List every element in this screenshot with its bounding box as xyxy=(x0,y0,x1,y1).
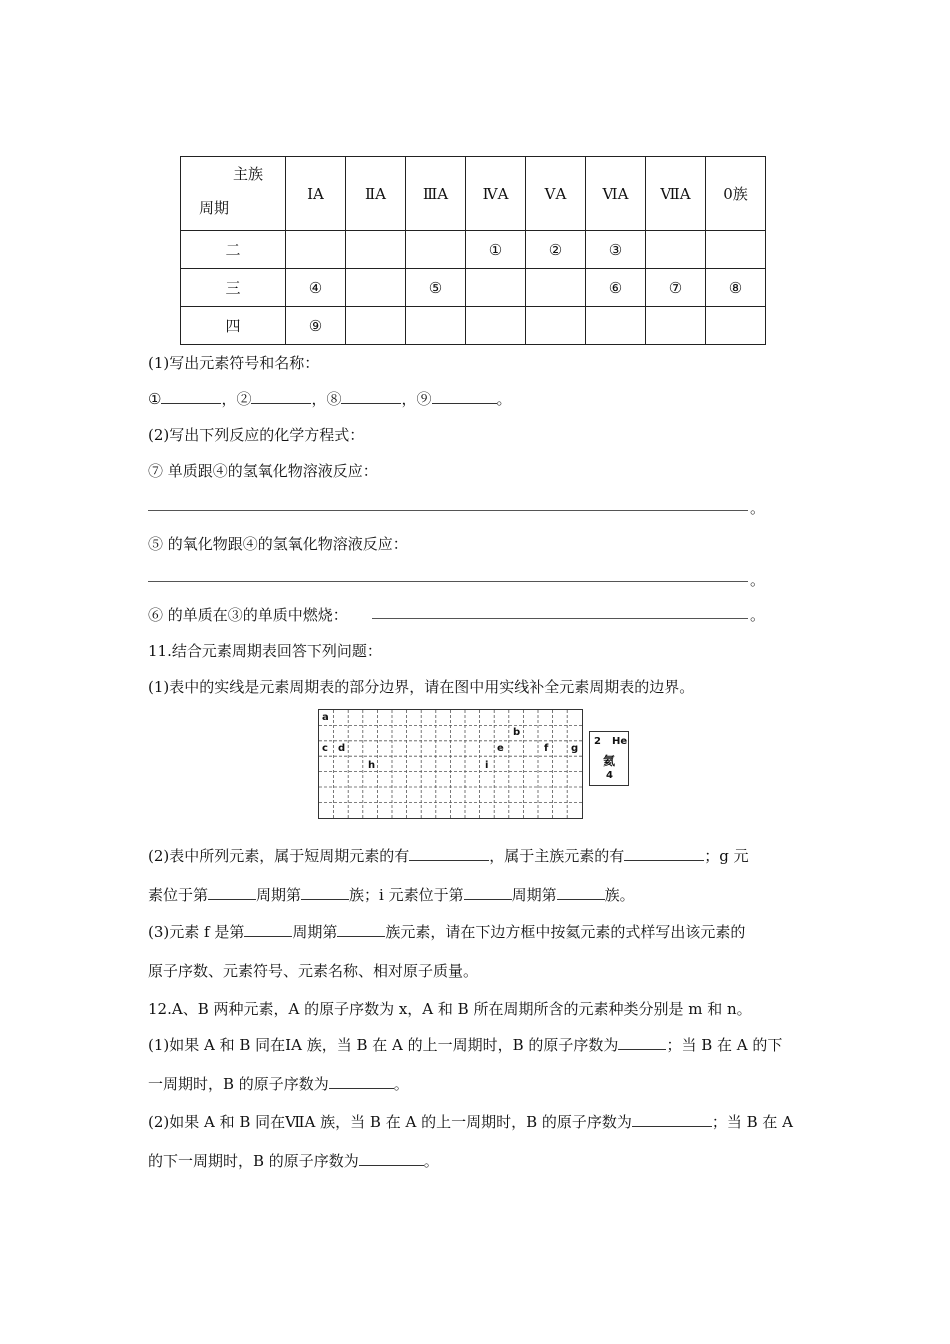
table-cell: ⑧ xyxy=(706,269,766,307)
answer-blank[interactable] xyxy=(301,885,349,900)
table-cell xyxy=(406,231,466,269)
q10-part2-prompt: (2)写出下列反应的化学方程式： xyxy=(148,426,365,444)
answer-blank[interactable] xyxy=(624,846,704,861)
q11-title: 11.结合元素周期表回答下列问题： xyxy=(148,642,382,660)
answer-blank[interactable] xyxy=(632,1112,712,1127)
text: ，属于主族元素的有 xyxy=(489,847,625,865)
answer-blank[interactable] xyxy=(244,922,292,937)
period-mark: 。 xyxy=(750,499,766,517)
text: ；当 B 在 A xyxy=(711,1113,794,1131)
table-cell xyxy=(346,307,406,345)
he-mass: 4 xyxy=(606,770,613,781)
q12-title: 12.A、B 两种元素，A 的原子序数为 x，A 和 B 所在周期所含的元素种类分别是 m 和 n。 xyxy=(148,1000,752,1018)
element-label-b: b xyxy=(513,727,521,738)
text: 周期第 xyxy=(511,886,557,904)
helium-element-box xyxy=(589,731,629,786)
table-cell: ① xyxy=(466,231,526,269)
q12-part1-line2 xyxy=(148,1073,409,1094)
text: 素位于第 xyxy=(148,886,209,904)
answer-line[interactable] xyxy=(372,618,748,619)
text: ；当 B 在 A 的下 xyxy=(666,1036,783,1054)
element-label-e: e xyxy=(497,743,504,754)
table-row xyxy=(181,307,766,345)
text: 周期第 xyxy=(256,886,302,904)
answer-blank[interactable] xyxy=(464,885,512,900)
q12-part2-line2 xyxy=(148,1150,439,1171)
element-label-d: d xyxy=(338,743,346,754)
q12-part1-line1 xyxy=(148,1034,782,1055)
text: 族；i 元素位于第 xyxy=(349,886,464,904)
item-label: ① xyxy=(148,390,162,408)
table-cell xyxy=(706,231,766,269)
group-header: ⅣA xyxy=(466,157,526,231)
text: 。 xyxy=(393,1075,409,1093)
table-cell: ⑥ xyxy=(586,269,646,307)
group-header: ⅥA xyxy=(586,157,646,231)
q11-part2-line1 xyxy=(148,845,749,866)
answer-line[interactable] xyxy=(148,510,748,511)
grid-lines xyxy=(319,710,582,818)
table-cell xyxy=(406,307,466,345)
item-label: 。 xyxy=(496,390,512,408)
q11-part1: (1)表中的实线是元素周期表的部分边界，请在图中用实线补全元素周期表的边界。 xyxy=(148,678,695,696)
group-header: ⅢA xyxy=(406,157,466,231)
answer-blank[interactable] xyxy=(337,922,385,937)
table-cell: ④ xyxy=(286,269,346,307)
element-label-c: c xyxy=(322,743,328,754)
q11-part2-line2 xyxy=(148,884,635,905)
table-cell xyxy=(646,231,706,269)
periodic-table xyxy=(180,156,766,345)
answer-blank[interactable] xyxy=(329,1074,394,1089)
answer-blank[interactable] xyxy=(251,389,311,404)
table-cell: ② xyxy=(526,231,586,269)
answer-blank[interactable] xyxy=(208,885,256,900)
q11-part3-line2: 原子序数、元素符号、元素名称、相对原子质量。 xyxy=(148,962,479,980)
answer-blank[interactable] xyxy=(432,389,497,404)
item-label: ，② xyxy=(221,390,252,408)
period-label: 三 xyxy=(181,269,286,307)
answer-blank[interactable] xyxy=(409,846,489,861)
table-cell xyxy=(346,231,406,269)
period-mark: 。 xyxy=(750,606,766,624)
element-label-f: f xyxy=(544,743,549,754)
q12-part2-line1 xyxy=(148,1111,793,1132)
element-label-i: i xyxy=(485,760,489,771)
table-cell xyxy=(646,307,706,345)
group-header: ⅠA xyxy=(286,157,346,231)
he-atomic-number: 2 xyxy=(594,736,601,747)
period-label: 二 xyxy=(181,231,286,269)
text: 周期第 xyxy=(292,923,338,941)
table-cell xyxy=(526,269,586,307)
table-cell xyxy=(466,307,526,345)
he-name: 氦 xyxy=(603,754,616,768)
table-cell xyxy=(706,307,766,345)
mini-periodic-grid xyxy=(318,709,583,819)
he-symbol: He xyxy=(612,736,628,747)
text: ；g 元 xyxy=(704,847,749,865)
text: 的下一周期时，B 的原子序数为 xyxy=(148,1152,359,1170)
group-header: ⅤA xyxy=(526,157,586,231)
text: (1)如果 A 和 B 同在ⅠA 族，当 B 在 A 的上一周期时，B 的原子序数为 xyxy=(148,1036,619,1054)
element-label-h: h xyxy=(368,760,376,771)
header-corner-cell xyxy=(181,157,286,231)
period-mark: 。 xyxy=(750,571,766,589)
group-header: 0族 xyxy=(706,157,766,231)
q10-part1-prompt: (1)写出元素符号和名称： xyxy=(148,354,320,372)
text: 族。 xyxy=(604,886,635,904)
header-period-label: 周期 xyxy=(199,199,230,217)
group-header: ⅦA xyxy=(646,157,706,231)
group-header: ⅡA xyxy=(346,157,406,231)
element-label-a: a xyxy=(322,712,329,723)
table-cell: ⑤ xyxy=(406,269,466,307)
q10-part1-blanks xyxy=(148,388,512,409)
table-cell xyxy=(286,231,346,269)
text: (2)如果 A 和 B 同在ⅦA 族，当 B 在 A 的上一周期时，B 的原子序数为 xyxy=(148,1113,632,1131)
answer-blank[interactable] xyxy=(618,1035,666,1050)
item-label: ，⑨ xyxy=(401,390,432,408)
table-row xyxy=(181,231,766,269)
answer-blank[interactable] xyxy=(557,885,605,900)
answer-blank[interactable] xyxy=(341,389,401,404)
table-cell: ⑦ xyxy=(646,269,706,307)
period-label: 四 xyxy=(181,307,286,345)
answer-blank[interactable] xyxy=(161,389,221,404)
table-cell xyxy=(586,307,646,345)
q10-reaction-2: ⑤ 的氧化物跟④的氢氧化物溶液反应： xyxy=(148,535,408,553)
header-main-group-label: 主族 xyxy=(233,165,264,183)
q10-reaction-1: ⑦ 单质跟④的氢氧化物溶液反应： xyxy=(148,462,378,480)
q10-reaction-3: ⑥ 的单质在③的单质中燃烧： xyxy=(148,606,348,624)
element-label-g: g xyxy=(571,743,579,754)
table-cell xyxy=(466,269,526,307)
table-row xyxy=(181,269,766,307)
answer-line[interactable] xyxy=(148,581,748,582)
table-cell xyxy=(526,307,586,345)
table-cell: ③ xyxy=(586,231,646,269)
answer-blank[interactable] xyxy=(359,1151,424,1166)
item-label: ，⑧ xyxy=(311,390,342,408)
text: (3)元素 f 是第 xyxy=(148,923,245,941)
text: 一周期时，B 的原子序数为 xyxy=(148,1075,329,1093)
q11-part3-line1 xyxy=(148,921,745,942)
text: 族元素，请在下边方框中按氦元素的式样写出该元素的 xyxy=(385,923,746,941)
text: (2)表中所列元素，属于短周期元素的有 xyxy=(148,847,410,865)
text: 。 xyxy=(423,1152,439,1170)
table-cell xyxy=(346,269,406,307)
table-cell: ⑨ xyxy=(286,307,346,345)
